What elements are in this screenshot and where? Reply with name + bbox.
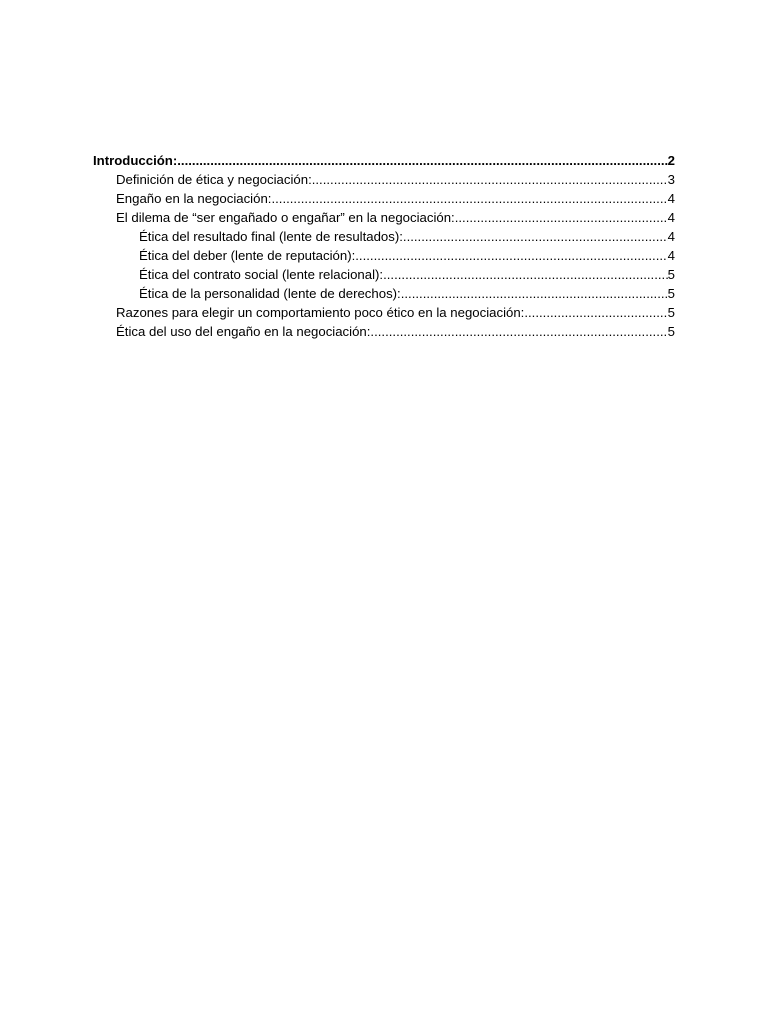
toc-entry-title: Ética de la personalidad (lente de derechos): [139,286,401,301]
toc-entry-definicion[interactable] [93,170,675,189]
toc-page-number: 4 [667,229,675,244]
toc-entry-etica-uso-engano[interactable] [93,322,675,341]
toc-dot-leader [401,284,668,303]
toc-entry-dilema[interactable] [93,208,675,227]
toc-dot-leader [524,303,667,322]
toc-entry-etica-contrato[interactable] [93,265,675,284]
toc-entry-etica-resultado[interactable] [93,227,675,246]
toc-dot-leader [271,189,667,208]
toc-entry-engano[interactable] [93,189,675,208]
toc-entry-introduccion[interactable] [93,151,675,170]
toc-page-number: 4 [667,210,675,225]
toc-dot-leader [383,265,668,284]
toc-entry-title: Ética del deber (lente de reputación): [139,248,356,263]
toc-entry-etica-deber[interactable] [93,246,675,265]
toc-entry-title: El dilema de “ser engañado o engañar” en la negociación: [116,210,455,225]
toc-entry-title: Ética del uso del engaño en la negociación: [116,324,371,339]
table-of-contents [93,151,675,341]
toc-dot-leader [177,151,667,170]
toc-entry-title: Definición de ética y negociación: [116,172,312,187]
toc-entry-title: Ética del resultado final (lente de resultados): [139,229,403,244]
toc-entry-title: Razones para elegir un comportamiento poco ético en la negociación: [116,305,525,320]
toc-dot-leader [403,227,668,246]
toc-page-number: 5 [667,267,675,282]
toc-page-number: 3 [667,172,675,187]
toc-entry-title: Ética del contrato social (lente relacional): [139,267,384,282]
toc-page-number: 4 [667,191,675,206]
toc-dot-leader [370,322,667,341]
toc-entry-etica-personalidad[interactable] [93,284,675,303]
toc-entry-title: Introducción: [93,153,178,168]
toc-dot-leader [312,170,668,189]
toc-page-number: 5 [667,324,675,339]
toc-page-number: 2 [667,153,675,168]
toc-page-number: 4 [667,248,675,263]
toc-page-number: 5 [667,286,675,301]
toc-page-number: 5 [667,305,675,320]
toc-entry-title: Engaño en la negociación: [116,191,272,206]
toc-entry-razones[interactable] [93,303,675,322]
toc-dot-leader [455,208,668,227]
toc-dot-leader [355,246,667,265]
